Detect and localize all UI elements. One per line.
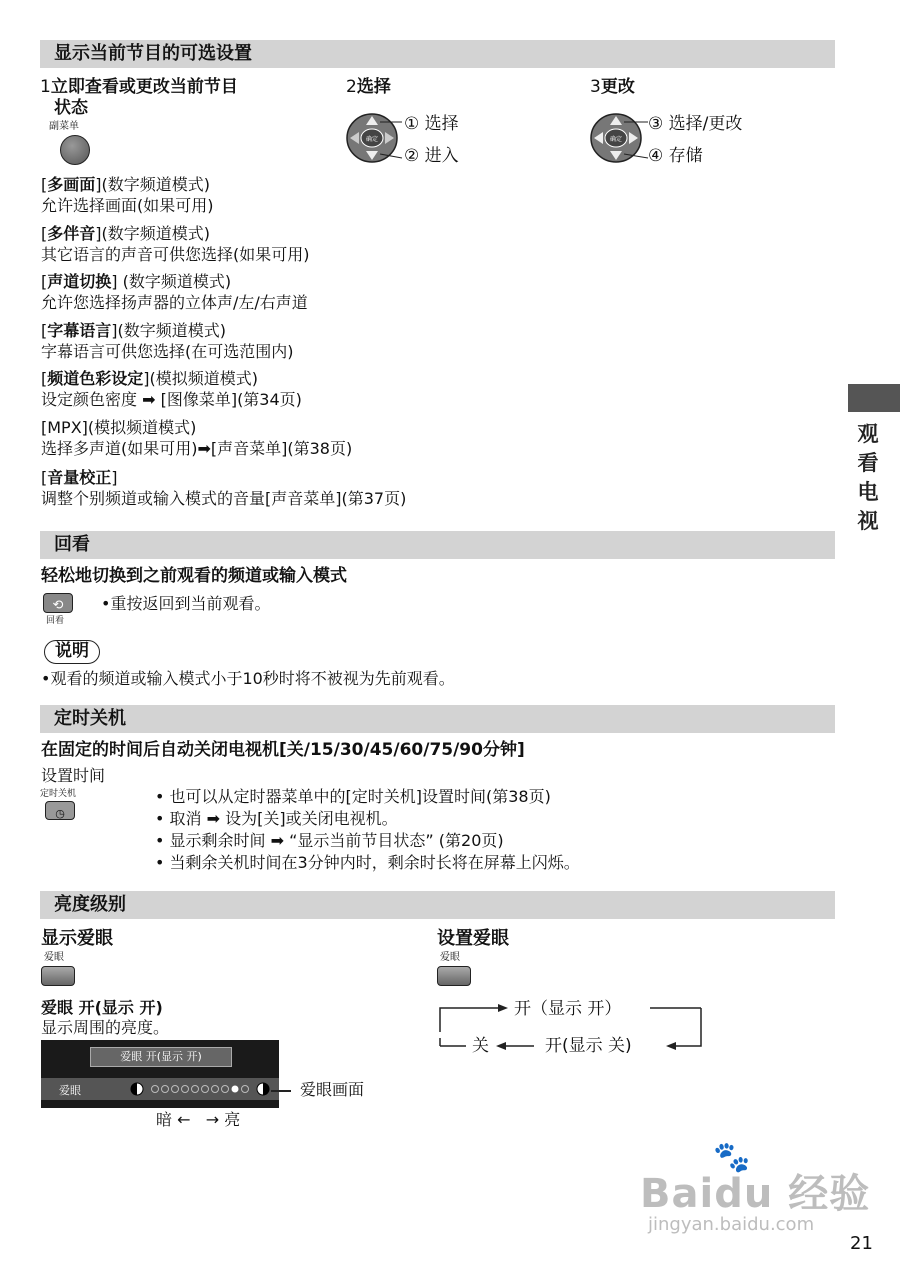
option-item-multi-view: [多画面](数字频道模式) 允许选择画面(如果可用): [41, 175, 214, 215]
brightness-range: 暗 ← → 亮: [156, 1110, 241, 1129]
flow-state-off: 关: [472, 1036, 489, 1056]
step1-heading-line2: 状态: [54, 98, 88, 118]
recall-bullet: •重按返回到当前观看。: [101, 594, 271, 613]
step2-select-label: ① 选择: [404, 114, 459, 134]
sleep-button-label: 定时关机: [40, 789, 77, 799]
paw-icon: 🐾: [713, 1140, 751, 1175]
eco-on-label: 爱眼 开(显示 开): [41, 998, 163, 1017]
note-text: •观看的频道或输入模式小于10秒时将不被视为先前观看。: [41, 669, 455, 688]
set-eco-heading: 设置爱眼: [437, 928, 509, 949]
option-item-volume-correction: [音量校正] 调整个别频道或输入模式的音量[声音菜单](第37页): [41, 468, 407, 508]
page-number: 21: [850, 1233, 873, 1254]
section-title-sleep-timer: 定时关机: [40, 705, 835, 733]
option-item-channel-switch: [声道切换] (数字频道模式) 允许您选择扬声器的立体声/左/右声道: [41, 272, 308, 312]
sleep-bullets: [155, 786, 580, 874]
step2-enter-label: ② 进入: [404, 146, 459, 166]
sleep-bullet: • 当剩余关机时间在3分钟内时，剩余时长将在屏幕上闪烁。: [155, 853, 580, 872]
watermark-url: jingyan.baidu.com: [648, 1214, 815, 1235]
eco-desc: 显示周围的亮度。: [41, 1018, 170, 1037]
step3-change-label: ③ 选择/更改: [648, 114, 743, 134]
dpad-center-label: 确定: [609, 136, 623, 143]
dpad-center-label: 确定: [365, 136, 379, 143]
section-title-program-options: 显示当前节目的可选设置: [40, 40, 835, 68]
recall-button[interactable]: [43, 593, 73, 613]
dpad-select-icon[interactable]: [346, 112, 406, 164]
eco-set-button[interactable]: [437, 966, 471, 986]
option-item-mpx: [MPX](模拟频道模式) 选择多声道(如果可用)➡[声音菜单](第38页): [41, 418, 353, 458]
eco-screen-panel: [41, 1040, 279, 1108]
section-title-recall: 回看: [40, 531, 835, 559]
sleep-button[interactable]: [45, 801, 75, 820]
dpad-change-icon[interactable]: [590, 112, 650, 164]
side-tab-marker: [848, 384, 900, 412]
callout-line: [271, 1090, 291, 1092]
eco-button-label: 爱眼: [44, 952, 64, 963]
sleep-heading: 在固定的时间后自动关闭电视机[关/15/30/45/60/75/90分钟]: [41, 740, 525, 760]
flow-state-on-display-off: 开(显示 关): [545, 1036, 632, 1056]
option-item-multi-audio: [多伴音](数字频道模式) 其它语言的声音可供您选择(如果可用): [41, 224, 310, 264]
submenu-button[interactable]: [60, 135, 90, 165]
step1-heading: 1立即查看或更改当前节目: [40, 77, 238, 97]
eco-button[interactable]: [41, 966, 75, 986]
side-tab-label: 观看电视: [857, 422, 879, 533]
show-eco-heading: 显示爱眼: [41, 928, 113, 949]
sleep-subheading: 设置时间: [41, 766, 106, 785]
sleep-bullet: • 也可以从定时器菜单中的[定时关机]设置时间(第38页): [155, 787, 551, 806]
recall-icon: ⟲: [52, 598, 64, 613]
clock-icon: ◷: [55, 807, 65, 820]
panel-label: 爱眼: [59, 1084, 81, 1097]
watermark-brand: Baidu 经验: [640, 1171, 871, 1217]
flow-state-on-display-on: 开（显示 开）: [514, 999, 622, 1019]
step3-store-label: ④ 存储: [648, 146, 703, 166]
note-label: 说明: [44, 640, 100, 664]
recall-heading: 轻松地切换到之前观看的频道或输入模式: [41, 566, 347, 586]
sleep-bullet: • 显示剩余时间 ➡ “显示当前节目状态” (第20页): [155, 831, 504, 850]
section-title-brightness: 亮度级别: [40, 891, 835, 919]
step3-heading: 3更改: [590, 77, 635, 97]
brightness-scale: [129, 1081, 275, 1097]
submenu-button-label: 副菜单: [49, 121, 79, 132]
eco-screen-callout: 爱眼画面: [300, 1080, 365, 1099]
option-item-color-setting: [频道色彩设定](模拟频道模式) 设定颜色密度 ➡ [图像菜单](第34页): [41, 369, 302, 409]
eco-button-label: 爱眼: [440, 952, 460, 963]
panel-row: [41, 1078, 279, 1100]
recall-button-label: 回看: [46, 616, 65, 626]
step2-heading: 2选择: [346, 77, 391, 97]
panel-title: 爱眼 开(显示 开): [90, 1047, 232, 1067]
sleep-bullet: • 取消 ➡ 设为[关]或关闭电视机。: [155, 809, 398, 828]
option-list: [41, 174, 601, 515]
option-item-subtitle-language: [字幕语言](数字频道模式) 字幕语言可供您选择(在可选范围内): [41, 321, 294, 361]
